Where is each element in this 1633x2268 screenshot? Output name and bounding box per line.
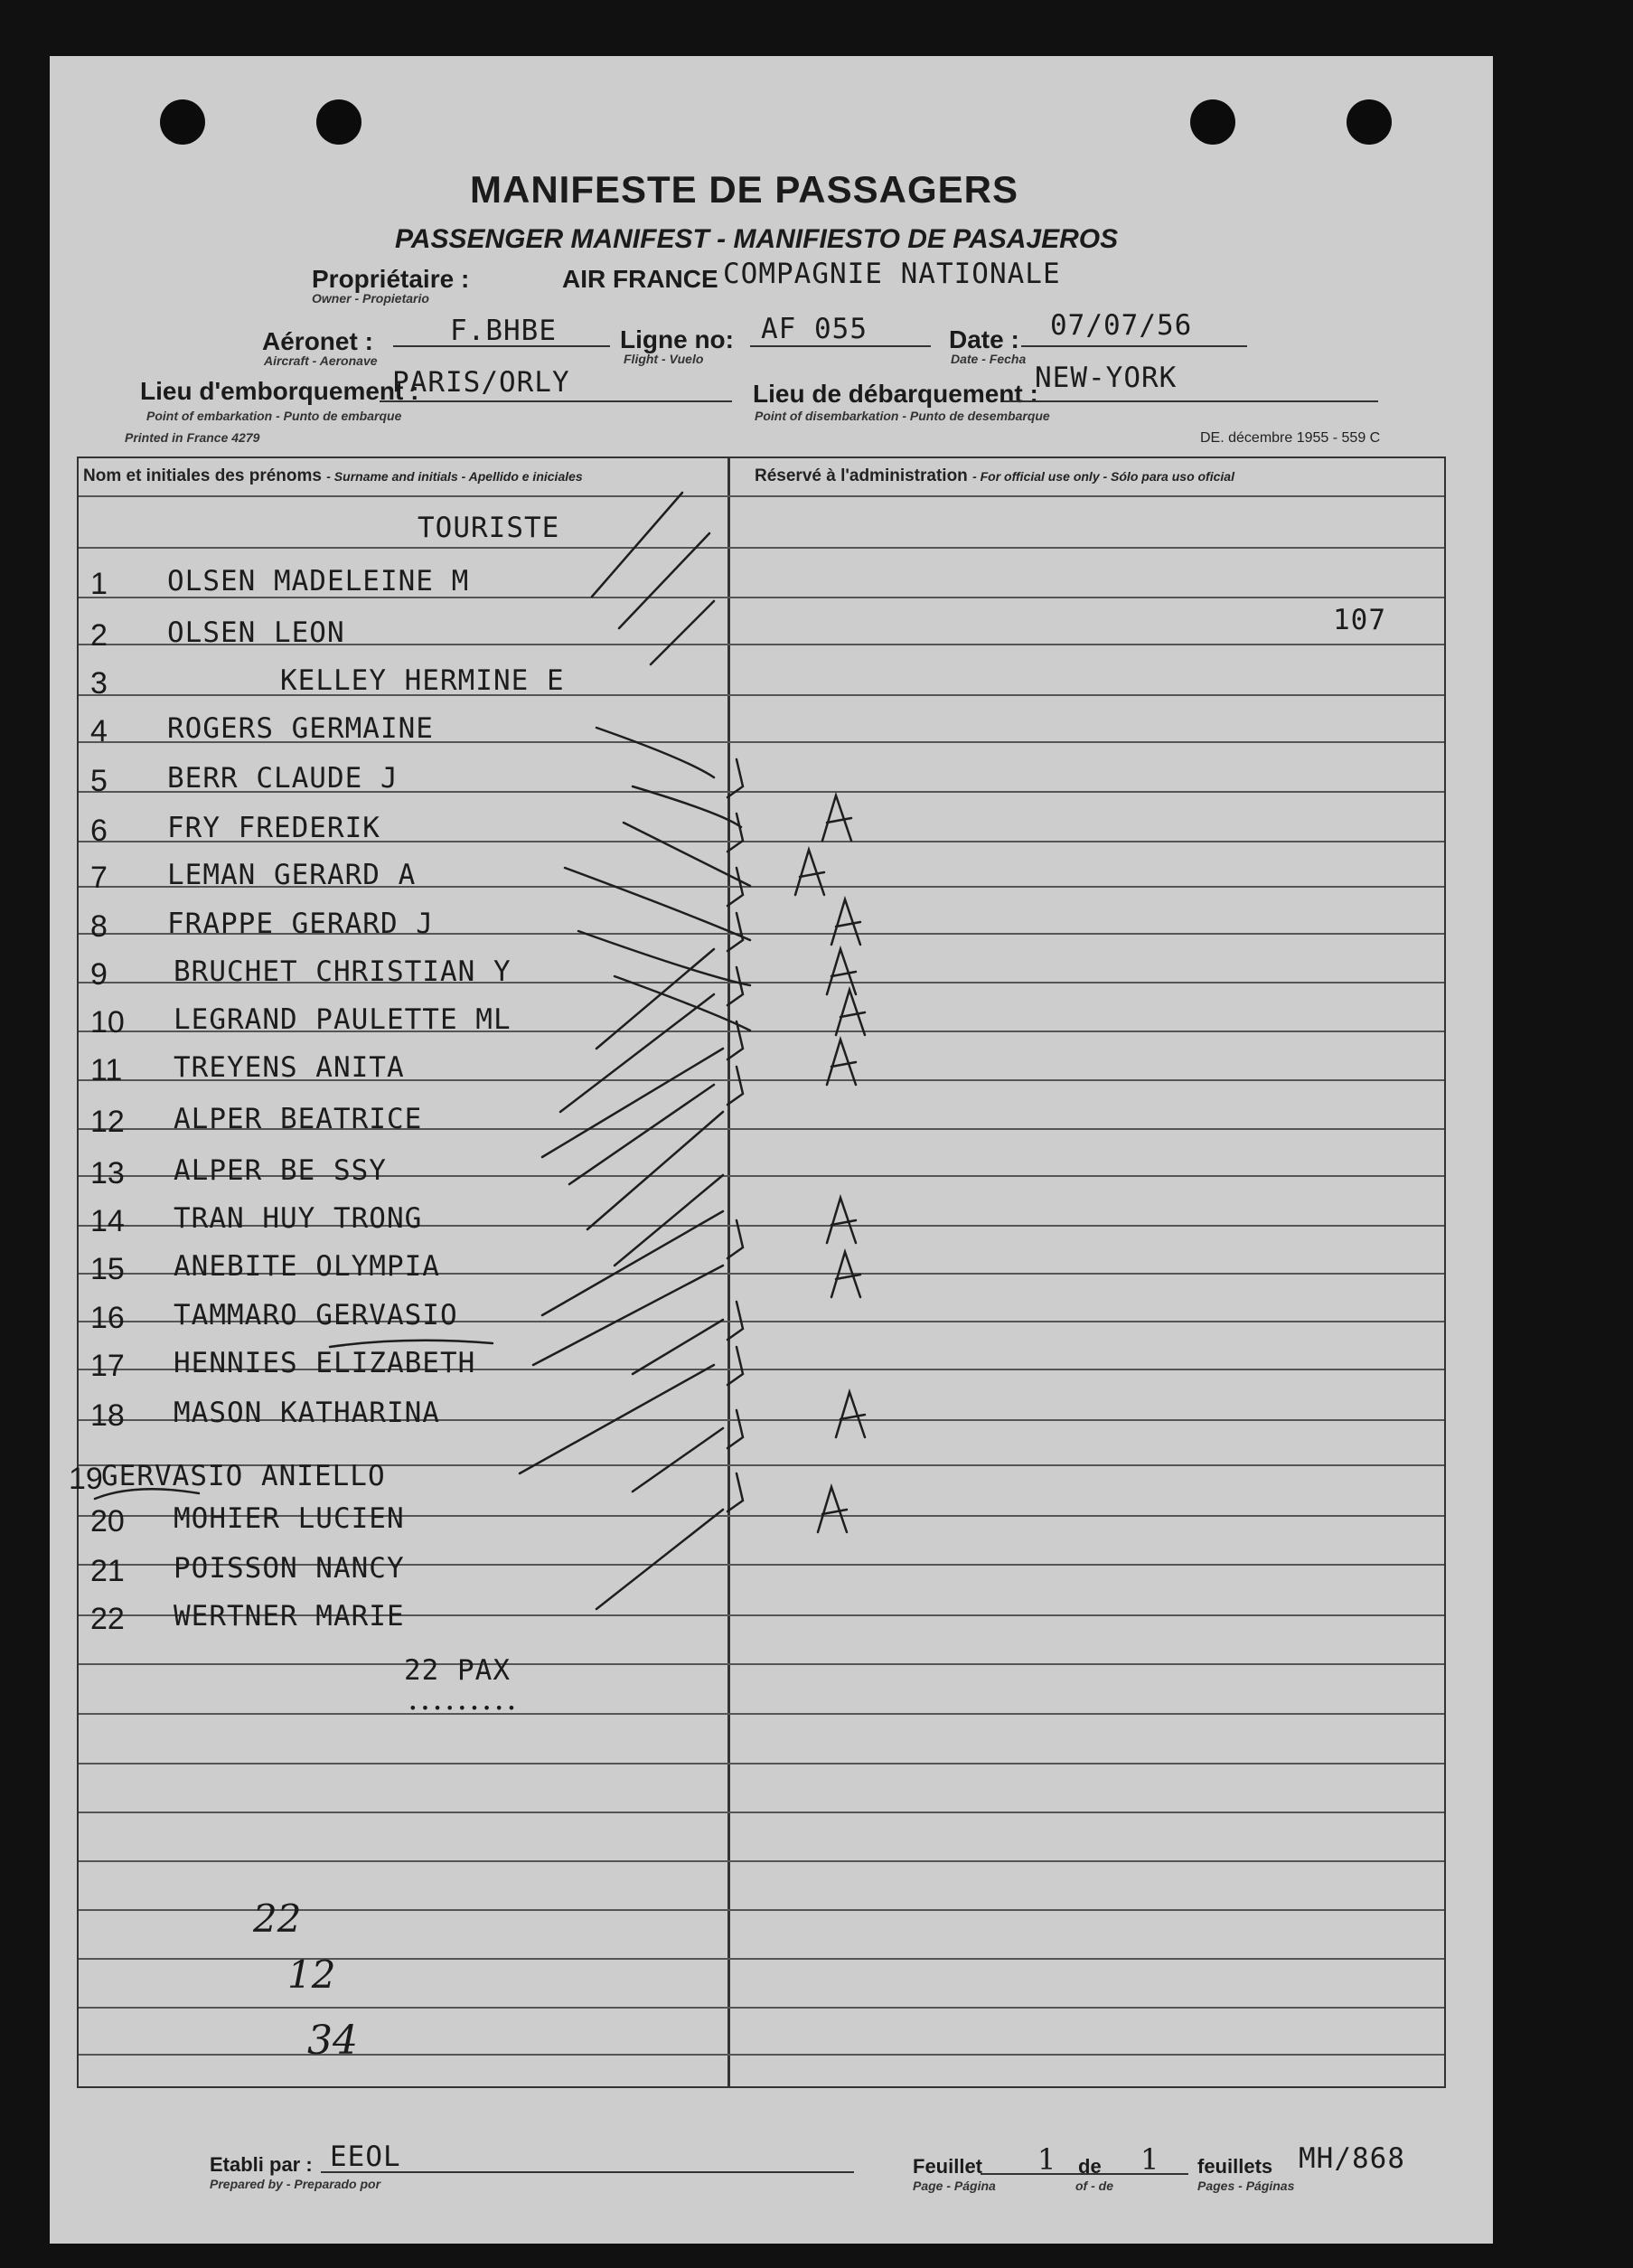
passenger-name: MASON KATHARINA xyxy=(174,1397,440,1429)
col2-header-sub: - For official use only - Sólo para uso oficial xyxy=(972,469,1234,484)
aircraft-label: Aéronet : xyxy=(262,327,373,355)
check-stroke xyxy=(565,868,750,940)
date-sublabel: Date - Fecha xyxy=(951,352,1027,366)
check-stroke xyxy=(822,795,851,841)
passenger-name: ANEBITE OLYMPIA xyxy=(174,1250,440,1283)
check-stroke xyxy=(578,931,750,985)
passenger-number: 6 xyxy=(90,814,108,848)
page-sublabel: Page - Página xyxy=(913,2179,996,2193)
reference-number: MH/868 xyxy=(1299,2142,1405,2175)
check-stroke xyxy=(836,1392,865,1437)
passenger-name: GERVASIO ANIELLO xyxy=(101,1460,386,1492)
of-label: de xyxy=(1078,2155,1102,2178)
check-stroke xyxy=(596,1510,723,1609)
check-stroke xyxy=(596,949,714,1049)
check-stroke xyxy=(831,899,860,945)
passenger-name: FRY FREDERIK xyxy=(167,812,380,844)
passenger-number: 17 xyxy=(90,1349,125,1383)
check-stroke xyxy=(560,994,714,1112)
passenger-number: 16 xyxy=(90,1301,125,1335)
passenger-name: ROGERS GERMAINE xyxy=(167,712,434,745)
passenger-number: 18 xyxy=(90,1398,125,1433)
total-dots: ••••••••• xyxy=(408,1699,520,1717)
check-stroke xyxy=(827,949,856,994)
passenger-number: 11 xyxy=(90,1053,123,1087)
check-stroke xyxy=(727,1473,743,1511)
check-stroke xyxy=(651,601,714,664)
owner-typed: COMPAGNIE NATIONALE xyxy=(723,258,1061,290)
check-stroke xyxy=(727,1067,743,1105)
passenger-number: 3 xyxy=(90,666,108,701)
check-stroke xyxy=(827,1198,856,1243)
owner-company: AIR FRANCE xyxy=(562,265,718,293)
aircraft-sublabel: Aircraft - Aeronave xyxy=(264,353,378,368)
check-stroke xyxy=(619,533,709,628)
of-value: 1 xyxy=(1140,2142,1159,2177)
check-stroke xyxy=(727,1220,743,1258)
embark-sublabel: Point of embarkation - Punto de embarque xyxy=(146,409,402,423)
check-stroke xyxy=(727,868,743,906)
check-stroke xyxy=(727,1302,743,1340)
total-pax: 22 PAX xyxy=(404,1654,511,1687)
check-stroke xyxy=(569,1085,714,1184)
pages-sublabel: Pages - Páginas xyxy=(1197,2179,1295,2193)
col1-header-text: Nom et initiales des prénoms xyxy=(83,466,322,485)
check-stroke xyxy=(592,493,682,597)
prepared-sublabel: Prepared by - Preparado por xyxy=(210,2177,381,2191)
check-stroke xyxy=(818,1487,847,1532)
passenger-number: 7 xyxy=(90,861,108,895)
passenger-number: 2 xyxy=(90,618,108,653)
date-label: Date : xyxy=(949,325,1019,353)
form-subtitle: PASSENGER MANIFEST - MANIFIESTO DE PASAJEROS xyxy=(395,224,1119,254)
passenger-name: OLSEN MADELEINE M xyxy=(167,565,470,598)
check-stroke xyxy=(520,1365,714,1473)
passenger-name: TRAN HUY TRONG xyxy=(174,1202,423,1235)
passenger-number: 1 xyxy=(90,567,108,601)
passenger-number: 14 xyxy=(90,1204,125,1238)
pages-label: feuillets xyxy=(1197,2155,1273,2178)
passenger-name: KELLEY HERMINE E xyxy=(280,664,565,697)
passenger-name: ALPER BEATRICE xyxy=(174,1103,423,1135)
flight-value: AF 055 xyxy=(761,313,868,345)
check-stroke xyxy=(95,1489,199,1499)
embark-value: PARIS/ORLY xyxy=(392,366,570,399)
check-stroke xyxy=(587,1112,723,1229)
passenger-number: 4 xyxy=(90,714,108,748)
page-label: Feuillet xyxy=(913,2155,983,2178)
passenger-number: 21 xyxy=(90,1554,125,1588)
passenger-number: 8 xyxy=(90,909,108,944)
passenger-name: TAMMARO GERVASIO xyxy=(174,1299,458,1332)
prepared-label: Etabli par : xyxy=(210,2153,313,2176)
flight-sublabel: Flight - Vuelo xyxy=(624,352,704,366)
check-stroke xyxy=(727,967,743,1005)
check-stroke xyxy=(533,1266,723,1365)
col1-header-sub: - Surname and initials - Apellido e iniciales xyxy=(326,469,583,484)
check-stroke xyxy=(831,1252,860,1297)
check-stroke xyxy=(727,814,743,852)
check-stroke xyxy=(330,1341,493,1347)
passenger-name: ALPER BE SSY xyxy=(174,1154,387,1187)
passenger-name: OLSEN LEON xyxy=(167,616,345,649)
form-title: MANIFESTE DE PASSAGERS xyxy=(470,168,1018,211)
passenger-number: 12 xyxy=(90,1105,125,1139)
owner-sublabel: Owner - Propietario xyxy=(312,291,429,306)
page-value: 1 xyxy=(1037,2142,1056,2177)
col2-header-text: Réservé à l'administration xyxy=(755,466,968,485)
passenger-name: WERTNER MARIE xyxy=(174,1600,405,1633)
passenger-number: 13 xyxy=(90,1156,125,1190)
class-label: TOURISTE xyxy=(418,512,560,544)
check-stroke xyxy=(827,1040,856,1085)
prepared-value: EEOL xyxy=(330,2141,401,2173)
owner-label: Propriétaire : xyxy=(312,265,470,293)
aircraft-value: F.BHBE xyxy=(450,315,557,347)
disembark-value: NEW-YORK xyxy=(1035,362,1178,394)
passenger-number: 15 xyxy=(90,1252,125,1286)
check-stroke xyxy=(633,786,741,827)
date-value: 07/07/56 xyxy=(1050,309,1193,342)
flight-label: Ligne no: xyxy=(620,325,734,353)
check-stroke xyxy=(836,990,865,1035)
check-stroke xyxy=(727,1347,743,1385)
of-sublabel: of - de xyxy=(1075,2179,1113,2193)
passenger-name: BRUCHET CHRISTIAN Y xyxy=(174,955,511,988)
embark-label: Lieu d'emborquement : xyxy=(140,377,419,405)
check-stroke xyxy=(633,1428,723,1492)
printed-note: Printed in France 4279 xyxy=(125,430,260,445)
check-stroke xyxy=(542,1211,723,1315)
official-note: 107 xyxy=(1333,604,1386,636)
passenger-name: MOHIER LUCIEN xyxy=(174,1502,405,1535)
passenger-number: 9 xyxy=(90,957,108,992)
passenger-number: 5 xyxy=(90,764,108,798)
passenger-name: LEMAN GERARD A xyxy=(167,859,417,891)
passenger-name: FRAPPE GERARD J xyxy=(167,908,434,940)
tally-2: 12 xyxy=(287,1953,336,1997)
tally-1: 22 xyxy=(253,1896,302,1941)
disembark-label: Lieu de débarquement : xyxy=(753,380,1038,408)
passenger-number: 22 xyxy=(90,1602,125,1636)
check-stroke xyxy=(624,823,750,886)
passenger-number: 10 xyxy=(90,1005,125,1040)
passenger-number: 20 xyxy=(90,1504,125,1539)
passenger-name: HENNIES ELIZABETH xyxy=(174,1347,476,1379)
check-stroke xyxy=(727,1410,743,1448)
disembark-sublabel: Point of disembarkation - Punto de desembarque xyxy=(755,409,1050,423)
passenger-number: 19 xyxy=(69,1462,103,1496)
form-code: DE. décembre 1955 - 559 C xyxy=(1200,430,1381,446)
passenger-name: BERR CLAUDE J xyxy=(167,762,399,795)
check-stroke xyxy=(727,759,743,797)
check-stroke xyxy=(633,1320,723,1374)
tally-3: 34 xyxy=(307,2018,358,2064)
passenger-name: TREYENS ANITA xyxy=(174,1051,405,1084)
passenger-name: LEGRAND PAULETTE ML xyxy=(174,1003,511,1036)
check-stroke xyxy=(596,728,714,777)
passenger-name: POISSON NANCY xyxy=(174,1552,405,1585)
check-stroke xyxy=(795,850,824,895)
